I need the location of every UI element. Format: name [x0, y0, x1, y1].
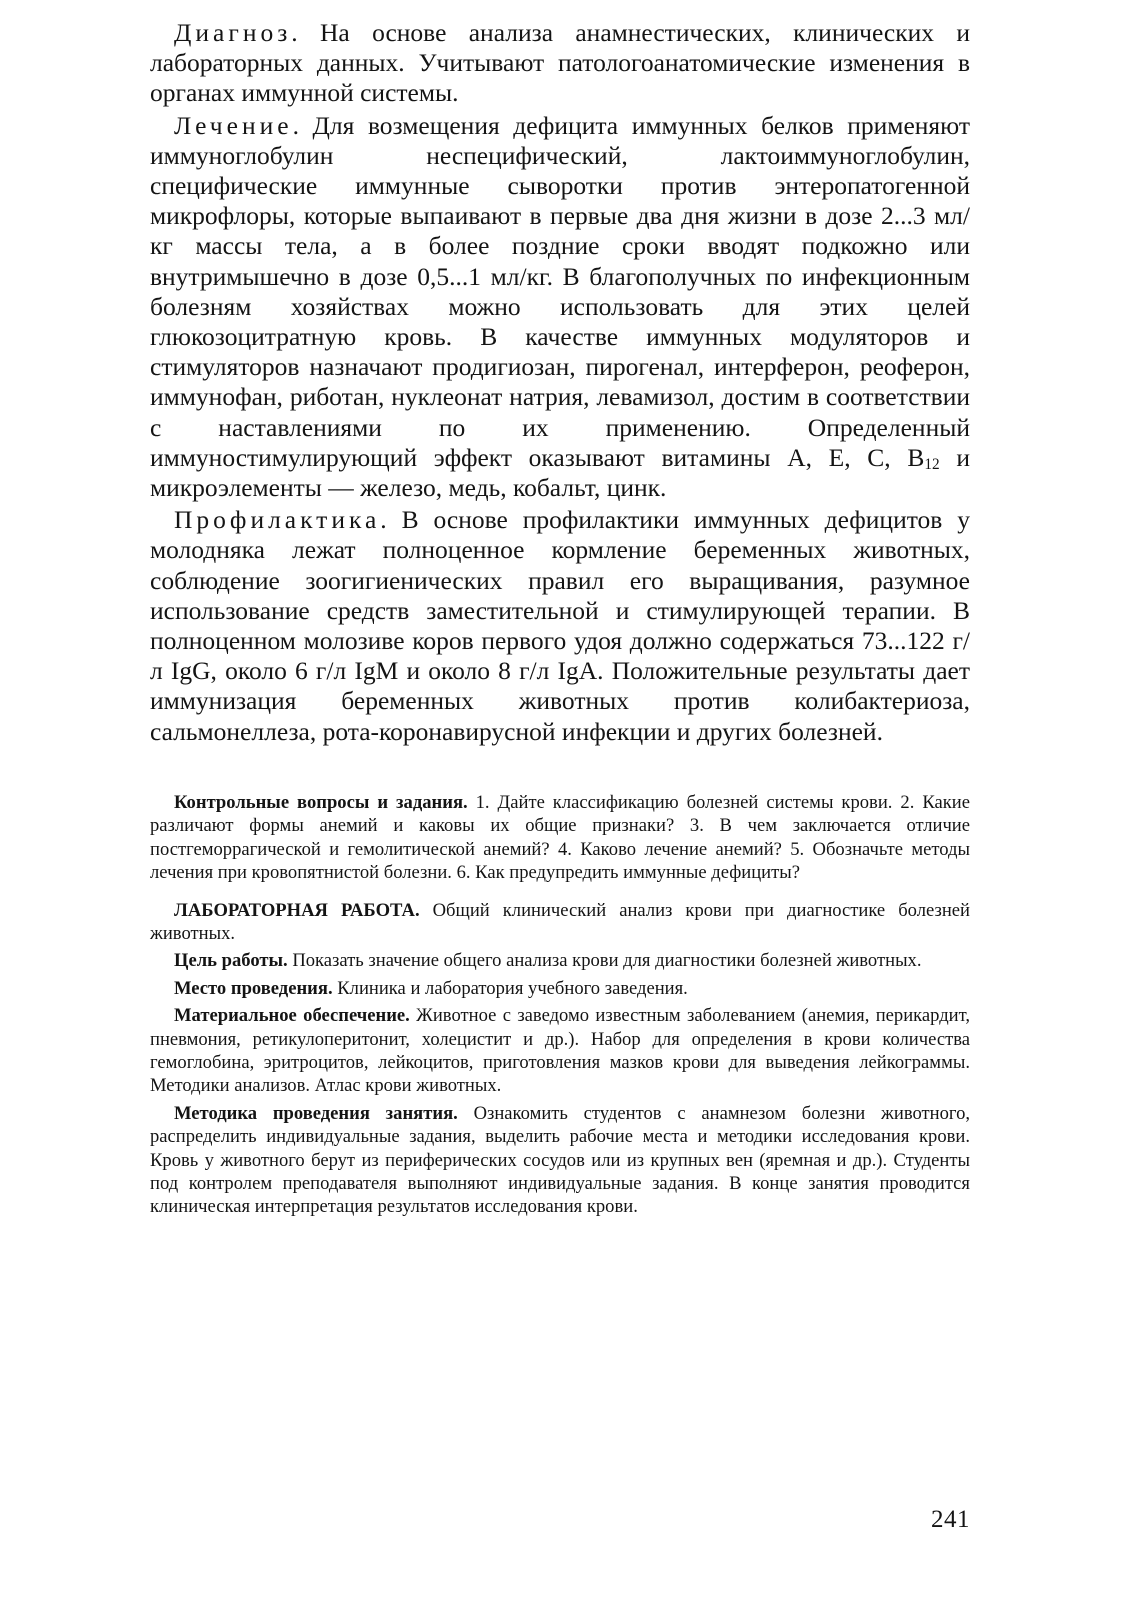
prevention-text: . В основе профилактики иммунных дефицитов у молодняка лежат полноценное кормление беременных животных, соблюдение зоогигиенических правил его выращивания, разумное использование средств заместительной и стимулирующей терапии. В полноценном молозиве коров первого удоя должно содержаться 73...122 г/л IgG, около 6 г/л IgM и около 8 г/л IgA. Положительные результаты дает иммунизация беременных животных против колибактериоза, сальмонеллеза, рота-коронавирусной инфекции и других болезней.: [150, 505, 970, 746]
diagnosis-paragraph: [150, 18, 970, 109]
diagnosis-text: . На основе анализа анамнестических, клинических и лабораторных данных. Учитывают патологоанатомические изменения в органах иммунной системы.: [150, 18, 970, 108]
prevention-heading: Профилактика: [174, 505, 381, 535]
lab-place-paragraph: [150, 977, 970, 1000]
treatment-text-end: и микроэлементы — железо, медь, кобальт, цинк.: [150, 442, 970, 503]
diagnosis-heading: Диагноз: [174, 18, 292, 47]
lab-materials-label: Материальное обеспечение.: [174, 1005, 410, 1027]
lab-materials-paragraph: [150, 1004, 970, 1098]
lab-goal-label: Цель работы.: [174, 950, 288, 972]
lab-materials-text: Животное с заведомо известным заболеванием (анемия, перикардит, пневмония, ретикулоперитонит, холецистит и др.). Набор для определения в крови количества гемоглобина, эритроцитов, лейкоцитов, приготовления мазков крови для выведения лейкограммы. Методики анализов. Атлас крови животных.: [150, 1005, 970, 1097]
treatment-text: . Для возмещения дефицита иммунных белков применяют иммуноглобулин неспецифический, лактоиммуноглобулин, специфические иммунные сыворотки против энтеропатогенной микрофлоры, которые выпаивают в первые два дня жизни в дозе 2...3 мл/кг массы тела, а в более поздние сроки вводят подкожно или внутримышечно в дозе 0,5...1 мл/кг. В благополучных по инфекционным болезням хозяйствах можно использовать для этих целей глюкозоцитратную кровь. В качестве иммунных модуляторов и стимуляторов назначают продигиозан, пирогенал, интерферон, реоферон, иммунофан, риботан, нуклеонат натрия, левамизол, достим в соответствии с наставлениями по их применению. Определенный иммуностимулирующий эффект оказывают витамины А, Е, С, В: [150, 110, 970, 472]
lab-place-label: Место проведения.: [174, 977, 333, 999]
lab-method-text: Ознакомить студентов с анамнезом болезни животного, распределить индивидуальные задания, выделить рабочие места и методики исследования крови. Кровь у животного берут из периферических сосудов или из крупных вен (яремная и др.). Студенты под контролем преподавателя выполняют индивидуальные задания. В конце занятия проводится клиническая интерпретация результатов исследования крови.: [150, 1102, 971, 1218]
lab-title-text: Общий клинический анализ крови при диагностике болезней животных.: [150, 899, 970, 944]
lab-goal-text: Показать значение общего анализа крови для диагностики болезней животных.: [287, 950, 922, 972]
page-content: [150, 18, 970, 1219]
questions-text: 1. Дайте классификацию болезней системы крови. 2. Какие различают формы анемий и каковы их общие признаки? 3. В чем заключается отличие постгеморрагической и гемолитической анемий? 4. Каково лечение анемий? 5. Обозначьте методы лечения при кровопятнистой болезни. 6. Как предупредить иммунные дефициты?: [150, 791, 970, 884]
lab-place-text: Клиника и лаборатория учебного заведения.: [332, 977, 688, 999]
lab-method-label: Методика проведения занятия.: [174, 1102, 458, 1124]
treatment-heading: Лечение: [174, 110, 293, 140]
treatment-paragraph: [150, 111, 970, 504]
questions-label: Контрольные вопросы и задания.: [174, 791, 468, 813]
vitamin-subscript: 12: [924, 455, 940, 473]
lab-goal-paragraph: [150, 949, 970, 972]
lab-title-label: ЛАБОРАТОРНАЯ РАБОТА.: [174, 899, 420, 921]
page-number: 241: [931, 1506, 970, 1533]
lab-method-paragraph: [150, 1102, 970, 1219]
lab-title-paragraph: [150, 899, 970, 946]
section-gap: [150, 747, 970, 791]
prevention-paragraph: [150, 505, 970, 747]
lab-work-section: [150, 899, 970, 1219]
questions-paragraph: [150, 791, 970, 885]
